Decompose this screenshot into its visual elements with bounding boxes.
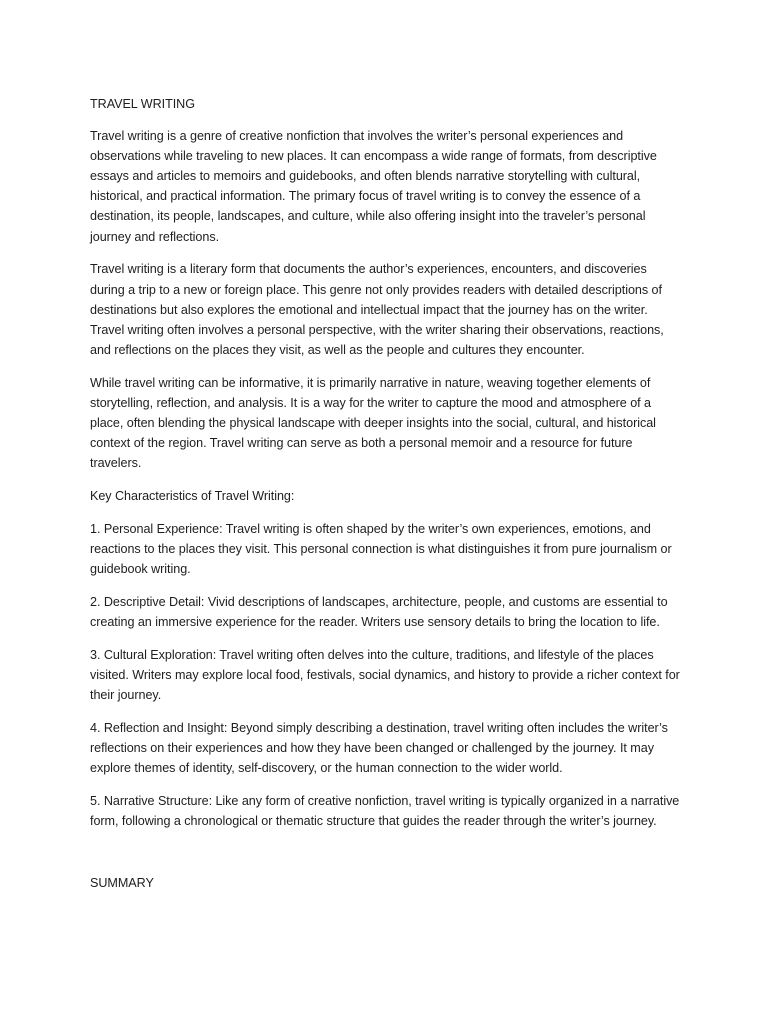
paragraph: Travel writing is a genre of creative nonfiction that involves the writer’s personal experiences and observations while traveling to new places. It can encompass a wide range of formats, from descriptive essays and articles to memoirs and guidebooks, and often blends narrative storytelling with cultural, historical, and practical information. The primary focus of travel writing is to convey the essence of a destination, its people, landscapes, and culture, while also offering insight into the traveler’s personal journey and reflections. (90, 129, 657, 244)
empty-line-spacer (90, 844, 680, 873)
characteristic-item: 5. Narrative Structure: Like any form of creative nonfiction, travel writing is typically organized in a narrative form, following a chronological or thematic structure that guides the reader through the writer’s journey. (90, 794, 680, 829)
characteristic-item: 1. Personal Experience: Travel writing is often shaped by the writer’s own experiences, emotions, and reactions to the places they visit. This personal connection is what distinguishes it from pure journalism or guidebook writing. (90, 521, 672, 577)
summary-heading: SUMMARY (90, 876, 154, 891)
paragraph: Travel writing is a literary form that documents the author’s experiences, encounters, and discoveries during a trip to a new or foreign place. This genre not only provides readers with detailed descriptions of destinations but also explores the emotional and intellectual impact that the journey has on the writer. Travel writing often involves a personal perspective, with the writer sharing their observations, reactions, and reflections on the places they visit, as well as the people and cultures they encounter. (90, 262, 664, 357)
paragraph: While travel writing can be informative, it is primarily narrative in nature, weaving together elements of storytelling, reflection, and analysis. It is a way for the writer to capture the mood and atmosphere of a place, often blending the physical landscape with deeper insights into the social, cultural, and historical context of the region. Travel writing can serve as both a personal memoir and a resource for future travelers. (90, 375, 656, 471)
characteristic-item: 3. Cultural Exploration: Travel writing often delves into the culture, traditions, and lifestyle of the places visited. Writers may explore local food, festivals, social dynamics, and history to provide a richer context for their journey. (90, 647, 680, 703)
characteristic-item: 4. Reflection and Insight: Beyond simply describing a destination, travel writing often includes the writer’s reflections on their experiences and how they have been changed or challenged by the journey. It may explore themes of identity, self-discovery, or the human connection to the wider world. (90, 721, 668, 776)
characteristic-item: 2. Descriptive Detail: Vivid descriptions of landscapes, architecture, people, and customs are essential to creating an immersive experience for the reader. Writers use sensory details to bring the location to life. (90, 594, 668, 630)
characteristics-heading: Key Characteristics of Travel Writing: (90, 488, 295, 503)
document-title: TRAVEL WRITING (90, 97, 195, 111)
